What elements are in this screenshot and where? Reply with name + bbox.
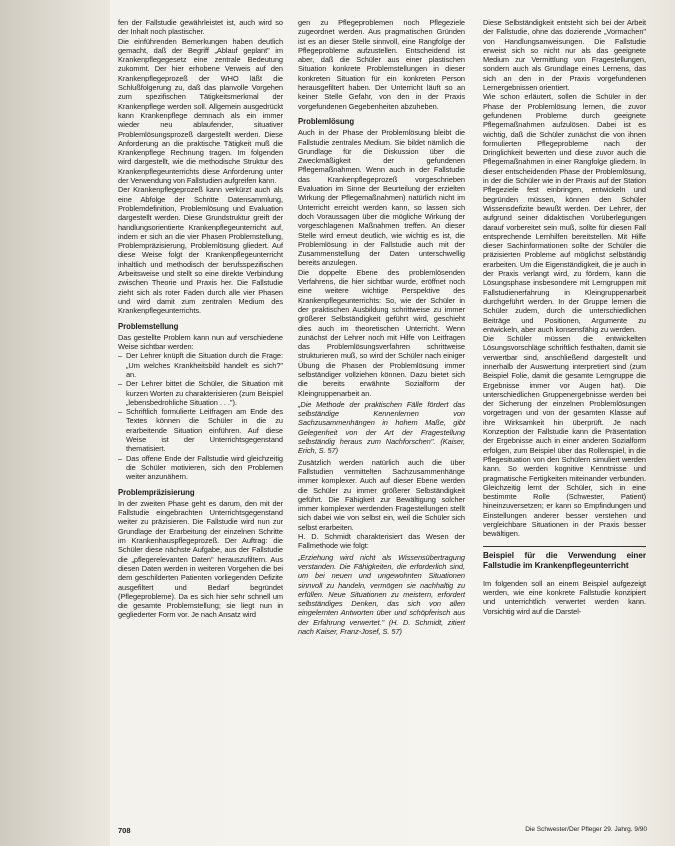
paragraph: Zusätzlich werden natürlich auch die über Fallstudien vermittelten Sachzusammenhänge immer komplexer. Auch auf dieser Ebene werden die Schüler zu immer größerer Selbständigkeit geführt. Die Fähigkeit zur Bewältigung solcher immer komplexer werdenden Fragestellungen stellt sich dabei wie von selbst ein, weil die Schüler sich selbst erarbeiten. (298, 457, 465, 532)
paragraph: Diese Selbständigkeit entsteht sich bei der Arbeit der Fallstudie, ohne das dozierende „Vormachen" von Handlungsanweisungen. Die Fallstudie erweist sich so nicht nur als das geeignete Medium zur Vermittlung von Fragestellungen, sondern auch als Grundlage eines Lernens, das sich an den in der Praxis vorgefundenen Lernergebnissen orientiert. (483, 18, 646, 93)
journal-footer: Die Schwester/Der Pfleger 29. Jahrg. 9/90 (525, 826, 647, 833)
section-heading-problemstellung: Problemstellung (118, 321, 179, 331)
text-column-1 (118, 18, 283, 620)
text-column-2 (298, 18, 465, 638)
paragraph: Die einführenden Bemerkungen haben deutlich gemacht, daß der Begriff „Ablauf geplant" im Krankenpflegegesetz eine zentrale Bedeutung zukommt. Der hier erhobene Verweis auf den Krankenpflegeprozeß der WHO läßt die Schlußfolgerung zu, daß das planvolle Vorgehen zum spezifischen Tätigkeitsmerkmal der Krankenpflege werden soll. Allgemein ausgedrückt kann Krankenpflege demnach als ein immer wieder neu ablaufender, situativer Problemlösungsprozeß dargestellt werden. Diese Anforderung an die praktische Tätigkeit muß die Krankenpflege Rechnung tragen. Im folgenden wird dargestellt, wie die methodische Struktur des Krankenpflegeunterrichts diese Anforderung unter der Verwendung von Fallstudien aufgreifen kann. (118, 36, 283, 186)
list-item: – Der Lehrer bittet die Schüler, die Situation mit kurzen Worten zu charakterisieren (zum Beispiel „lebensbedrohliche Situation . . ."). (126, 379, 283, 407)
section-heading-problemloesung: Problemlösung (298, 116, 355, 126)
list-item: – Der Lehrer knüpft die Situation durch die Frage: „Um welches Krankheitsbild handelt es sich?" an. (126, 351, 283, 379)
section-heading-problempraezisierung: Problempräzisierung (118, 487, 195, 497)
paragraph: Die doppelte Ebene des problemlösenden Verfahrens, die hier sichtbar wurde, eröffnet noch eine weitere wichtige Perspektive des Krankenpflegeunterrichts: So, wie der Schüler in der praktischen Ausbildung schrittweise zu immer größerer Selbständigkeit geführt wird, geschieht dies auch im theoretischen Unterricht. Wenn zunächst der Lehrer noch mit Hilfe von Leitfragen das Problemlösungsverfahren schrittweise strukturieren muß, so wird der Schüler nach einiger Übung die Phasen der Problemlösung immer selbständiger vollziehen können. Dazu bietet sich die bereits erwähnte Sozialform der Kleingruppenarbeit an. (298, 267, 465, 398)
paragraph: Das gestellte Problem kann nun auf verschiedene Weise sichtbar werden: (118, 332, 283, 352)
paragraph: H. D. Schmidt charakterisiert das Wesen der Fallmethode wie folgt: (298, 532, 465, 551)
divider (483, 546, 646, 547)
paragraph: In der zweiten Phase geht es darum, den mit der Fallstudie eingebrachten Unterrichtsgegenstand weiter zu präzisieren. Die Fallstudie wird nun zur Grundlage der Erarbeitung der einzelnen Schritte im Krankenhauspflegeprozeß. Der Auftrag: die Schüler diese nächste Aufgabe, aus der Fallstudie die „pflegerelevanten Daten" herauszufiltern. Aus diesen Daten werden in weiteren Vorgehen die bei dem geschilderten Patienten vorliegenden Defizite ausgefiltert und Bedarf begründet (Pflegeprobleme). Da es sich hier sehr schnell um die gesamte Problemstellung; sie liegt nun in gegliederter Form vor. Je nach Ansatz wird (118, 498, 283, 620)
paragraph: fen der Fallstudie gewährleistet ist, auch wird so der Inhalt noch plastischer. (118, 18, 283, 37)
paragraph: Der Krankenpflegeprozeß kann verkürzt auch als eine Abfolge der Schritte Datensammlung, Problemdefinition, Problemlösung und Evaluation dargestellt werden. Diese Grundstruktur greift der handlungsorientierte Krankenpflegeunterricht auf, indem er sich an die vier Phasen Problemstellung, Problempräzisierung, Problemlösung gliedert. Auf diese Weise folgt der Krankenpflegeunterricht inhaltlich und methodisch der berufsspezifischen Arbeitsweise und stellt so eine direkte Verbindung zwischen Theorie und Praxis her. Die Fallstudie zieht sich als roter Faden durch alle vier Phasen und wird damit zum zentralen Medium des Krankenpflegeunterrichts. (118, 185, 283, 316)
page-number: 708 (118, 826, 131, 835)
section-heading-beispiel: Beispiel für die Verwendung einer Fallstudie im Krankenpflegeunterricht (483, 550, 646, 570)
paragraph: Die Schüler müssen die entwickelten Lösungsvorschläge schriftlich festhalten, damit sie verwertbar sind, anschließend dargestellt und innerhalb der Auswertung interpretiert sind (zum Beispiel Folie, damit die gesamte Lerngruppe die Ergebnisse immer vor Augen hat). Die unterschiedlichen Gruppenergebnisse werden bei der Sicherung der einzelnen Problemlösungen vorgetragen und von der gesamten Klasse auf ihre Wirksamkeit hin überprüft. Je nach Konzeption der Fallstudie kann die Präsentation der Ergebnisse auch in einer anderen Sozialform erfolgen, zum Beispiel über das Rollenspiel, in die Pflegesituation von den Schülern simuliert werden kann. So werden kognitive Kenntnisse und pragmatische Fertigkeiten miteinander verbunden. Gleichzeitig lernt der Schüler, sich in eine bestimmte Rolle (Schwester, Patient) hineinzuversetzen; er kann so Empfindungen und Einstellungen anderer besser verstehen und vergleichbare Situationen in der Praxis besser bewältigen. (483, 334, 646, 539)
paragraph: gen zu Pflegeproblemen noch Pflegeziele zugeordnet werden. Aus pragmatischen Gründen ist es an dieser Stelle sinnvoll, eine Rangfolge der Pflegeprobleme aufzustellen. Entscheidend ist aber, daß die Schüler aus einer plastischen Situation konkrete Problemstellungen in dieser konkreten Situation für ein konkreten Person herausgefiltert haben. Der Unterricht läuft so an keiner Stelle Gefahr, von den in der Praxis vorgefundenen Gegebenheiten abzuheben. (298, 18, 465, 111)
quote: „Erziehung wird nicht als Wissensübertragung verstanden. Die Fähigkeiten, die erforderlich sind, um bei neuen und ungewohnten Situationen sinnvoll zu handeln, vermögen sie nachhaltig zu erfüllen. Neue Situationen zu meistern, erfordert selbständiges Denken, das sich von allen eingelernten Antworten über und schöpferisch aus der Erfahrung verwertet." (H. D. Schmidt, zitiert nach Kaiser, Franz-Josef, S. 57) (298, 552, 465, 636)
page-binding-shadow (0, 0, 110, 846)
paragraph: Im folgenden soll an einem Beispiel aufgezeigt werden, wie eine konkrete Fallstudie konzipiert und unterrichtlich verwertet werden kann. Vorsichtig wird auf die Darstel- (483, 578, 646, 616)
paragraph: Auch in der Phase der Problemlösung bleibt die Fallstudie zentrales Medium. Sie bildet nämlich die Grundlage für die Diskussion über die Zweckmäßigkeit der gefundenen Pflegemaßnahmen. Wenn auch in der Fallstudie das Krankenpflegeprozeß vorgeschrieben Evaluation im Sinne der Beurteilung der erzielten Wirkung der Pflegemaßnahmen) natürlich nicht im Unterricht erreicht werden kann, so lassen sich doch Voraussagen über die mögliche Wirkung der vorgeschlagenen Maßnahmen treffen. An dieser Stelle wird erneut deutlich, wie wichtig es ist, die Problemlösung in der Fallstudie auch mit der Zusammenstellung der Daten unterschwellig bereits anzulegen. (298, 128, 465, 268)
bullet-list (118, 351, 283, 481)
list-item: – Das offene Ende der Fallstudie wird gleichzeitig die Schüler motivieren, sich den Problemen weiter anzunähern. (126, 454, 283, 482)
list-item: – Schriftlich formulierte Leitfragen am Ende des Textes können die Schüler in die zu erarbeitende Situation einführen. Auf diese Weise ist der Unterrichtsgegenstand thematisiert. (126, 407, 283, 453)
quote: „Die Methode der praktischen Fälle fördert das selbständige Kennenlernen von Sachzusammenhängen in hohem Maße, gibt Gelegenheit von der Art der Fragestellung selbständig heraus zum Nachforschen". (Kaiser, Erich, S. 57) (298, 399, 465, 456)
paragraph: Wie schon erläutert, sollen die Schüler in der Phase der Problemlösung lernen, die zuvor gefundenen Probleme durch geeignete Pflegemaßnahmen aufzulösen. Dabei ist es wichtig, daß die Schüler zunächst die von ihnen formulierten Pflegeprobleme nach der Dringlichkeit bewerten und diese zuvor auch die Pflegemaßnahmen in einer Rangfolge gliedern. In dieser entscheidenden Phase der Problemlösung, in der die Schüler wie in der Praxis auf der Station Pflegeziele fest einbringen, entwickeln und begründen müssen, können den Schüler Wissensdefizite bewußt werden. Der Lehrer, der aufgrund seiner didaktischen Vorüberlegungen darauf vorbereitet sein muß, sollte für diesen Fall entsprechende Lernhilfen bereitstellen. Mit Hilfe dieser Sachinformationen sollte der Schüler die präzisierten Probleme auf möglichst selbständig erarbeiten. Um die Eigenständigkeit, die je auch in der Praxis verlangt wird, zu fördern, kann die Lösungsphase insbesondere mit Lerngruppen mit Fallstudienerfahrung in Kleingruppenarbeit durchgeführt werden. In der Gruppe lernen die Schüler zudem, durch die unterschiedlichen Beiträge und Positionen, Argumente zu entwickeln, aber auch konsensfähig zu werden. (483, 92, 646, 334)
text-column-3 (483, 18, 646, 616)
